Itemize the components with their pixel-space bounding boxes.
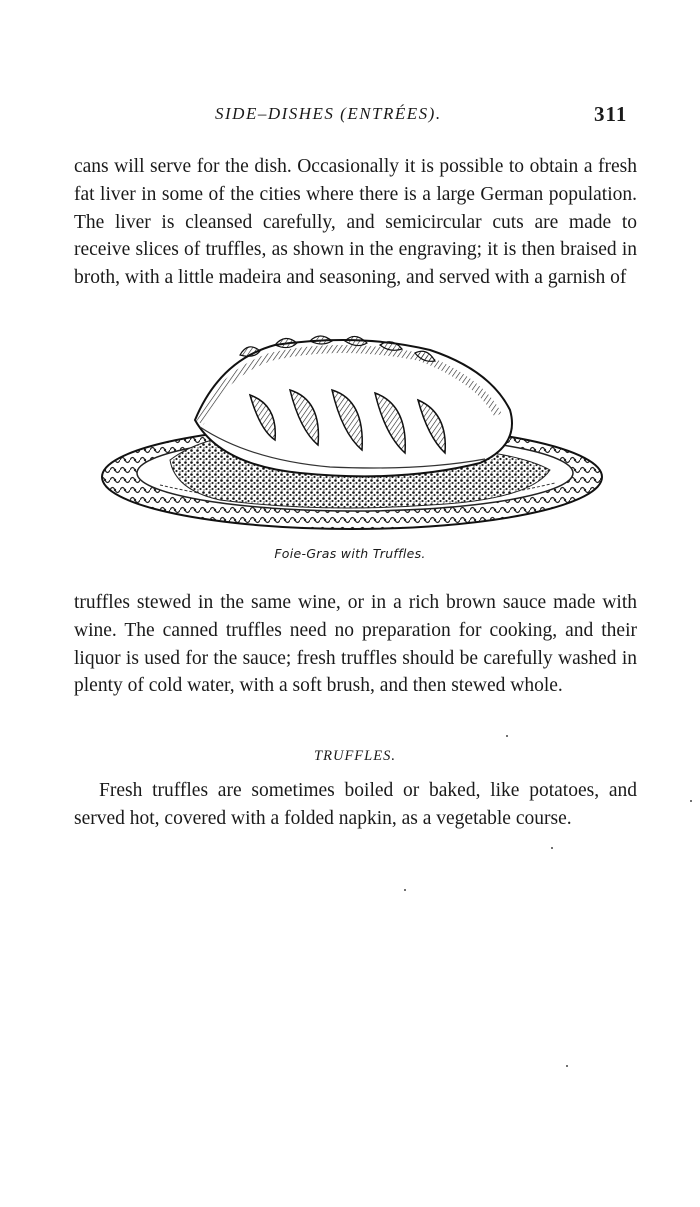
print-speck bbox=[506, 735, 508, 737]
foie-gras-engraving bbox=[100, 335, 615, 535]
print-speck bbox=[404, 889, 406, 891]
print-speck bbox=[566, 1065, 568, 1067]
section-heading: TRUFFLES. bbox=[314, 748, 396, 764]
page-number: 311 bbox=[594, 102, 628, 126]
page-header bbox=[0, 100, 700, 130]
body-paragraph-1: cans will serve for the dish. Occasionally it is possible to obtain a fresh fat liver in some of the cities where there is a large German population. The liver is cleansed carefully, and semicircular cuts are made to receive slices of truffles, as shown in the engraving; it is then braised in broth, with a little madeira and seasoning, and served with a garnish of bbox=[74, 156, 637, 289]
body-paragraph-2: truffles stewed in the same wine, or in a rich brown sauce made with wine. The canned truffles need no preparation for cooking, and their liquor is used for the sauce; fresh truffles should be carefully washed in plenty of cold water, with a soft brush, and then stewed whole. bbox=[74, 592, 637, 697]
body-paragraph-3: Fresh truffles are sometimes boiled or baked, like potatoes, and served hot, covered with a folded napkin, as a vegetable course. bbox=[74, 780, 637, 829]
print-speck bbox=[551, 847, 553, 849]
running-head: SIDE–DISHES (ENTRÉES). bbox=[215, 104, 442, 123]
figure-caption: Foie-Gras with Truffles. bbox=[274, 546, 426, 561]
print-speck bbox=[690, 800, 692, 802]
